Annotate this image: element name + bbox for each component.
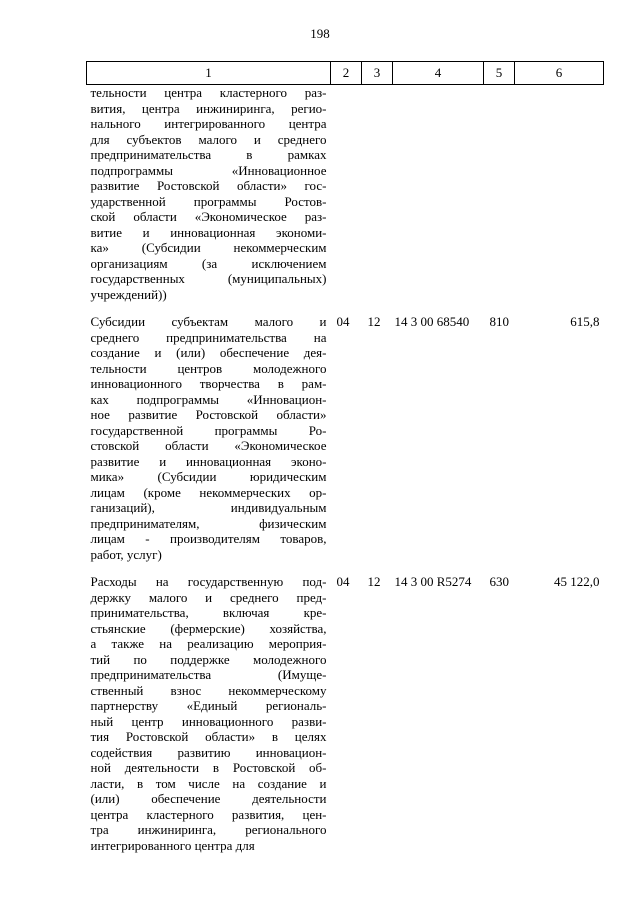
description-line: тия Ростовской области» в целях [90,729,327,744]
description-line: лицам - производителям товаров, [90,531,327,546]
section-code: 04 [336,314,350,329]
description-line: инновационного творчества в рам- [90,376,327,391]
description-line: создание и (или) обеспечение дея- [90,345,327,360]
description-line: партнерству «Единый региональ- [90,698,327,713]
description-line: работ, услуг) [90,546,162,562]
column-header-6: 6 [515,62,604,85]
description-line: среднего предпринимательства на [90,329,327,345]
subsection-code [362,85,393,315]
description-line: ласти, в том числе на создание и [90,775,327,791]
description-line: нального интегрированного центра [90,116,327,131]
description-line: тра инжиниринга, регионального [90,822,327,837]
description-line: ка» (Субсидии некоммерческим [90,240,327,255]
subsection-code: 12 [367,574,381,589]
column-header-5: 5 [484,62,515,85]
column-header-3: 3 [362,62,393,85]
description-line: ный центр инновационного разви- [90,713,327,729]
expense-type-code [484,85,515,315]
description-line: интегрированного центра для [90,837,255,853]
target-article-code: 14 3 00 68540 [394,314,470,329]
amount-value [515,85,604,315]
expense-type-code: 630 [489,574,509,589]
description-line: тельности центров молодежного [90,360,327,376]
description-line: Расходы на государственную под- [90,574,327,589]
description-line: предпринимателям, физическим [90,515,327,531]
subsection-code: 12 [367,314,381,329]
description-line: мика» (Субсидии юридическим [90,469,327,484]
description-line: ках подпрограммы «Инновацион- [90,391,327,407]
description-line: витие и инновационная экономи- [90,224,327,240]
description-line: подпрограммы «Инновационное [90,162,327,178]
description-line: для субъектов малого и среднего [90,131,327,147]
description-line: держку малого и среднего пред- [90,589,327,605]
description-line: стовской области «Экономическое [90,438,327,453]
description-line: развитие Ростовской области» гос- [90,178,327,193]
header-row [87,62,604,85]
description-line: тельности центра кластерного раз- [90,85,327,100]
description-line: ной деятельности в Ростовской об- [90,760,327,775]
target-article-code: 14 3 00 R5274 [394,574,472,589]
description-line: ской области «Экономическое раз- [90,209,327,224]
description-line: государственных (муниципальных) [90,271,327,286]
column-header-1: 1 [87,62,331,85]
description-line: развитие и инновационная эконо- [90,453,327,469]
section-code [331,85,362,315]
description-line: ударственной программы Ростов- [90,193,327,209]
description-line: ганизаций), индивидуальным [90,500,327,515]
description-line: тий по поддержке молодежного [90,651,327,667]
description-line: организациям (за исключением [90,255,327,271]
description-line: а также на реализацию мероприя- [90,636,327,651]
table-row [87,85,604,315]
description-line: (или) обеспечение деятельности [90,791,327,806]
amount-value: 615,8 [570,314,600,329]
description-line: предпринимательства (Имуще- [90,667,327,682]
description-line: содействия развитию инновацион- [90,744,327,760]
table-row [87,314,604,574]
page-number: 198 [310,26,330,41]
description-line: вития, центра инжиниринга, регио- [90,100,327,116]
description-line: центра кластерного развития, цен- [90,806,327,822]
row-description [87,314,331,574]
description-line: лицам (кроме некоммерческих ор- [90,484,327,500]
amount-value: 45 122,0 [554,574,600,589]
description-line: Субсидии субъектам малого и [90,314,327,329]
description-line: государственной программы Ро- [90,422,327,438]
column-header-2: 2 [331,62,362,85]
description-line: ственный взнос некоммерческому [90,682,327,698]
description-line: предпринимательства в рамках [90,147,327,162]
section-code: 04 [336,574,350,589]
table-row [87,574,604,865]
description-line: стьянские (фермерские) хозяйства, [90,620,327,636]
description-line: учреждений)) [90,286,167,302]
description-line: принимательства, включая кре- [90,605,327,620]
column-header-4: 4 [393,62,484,85]
expense-type-code: 810 [489,314,509,329]
row-description [87,85,331,315]
row-description [87,574,331,865]
description-line: ное развитие Ростовской области» [90,407,327,422]
budget-table [86,61,604,865]
target-article-code [393,85,484,315]
